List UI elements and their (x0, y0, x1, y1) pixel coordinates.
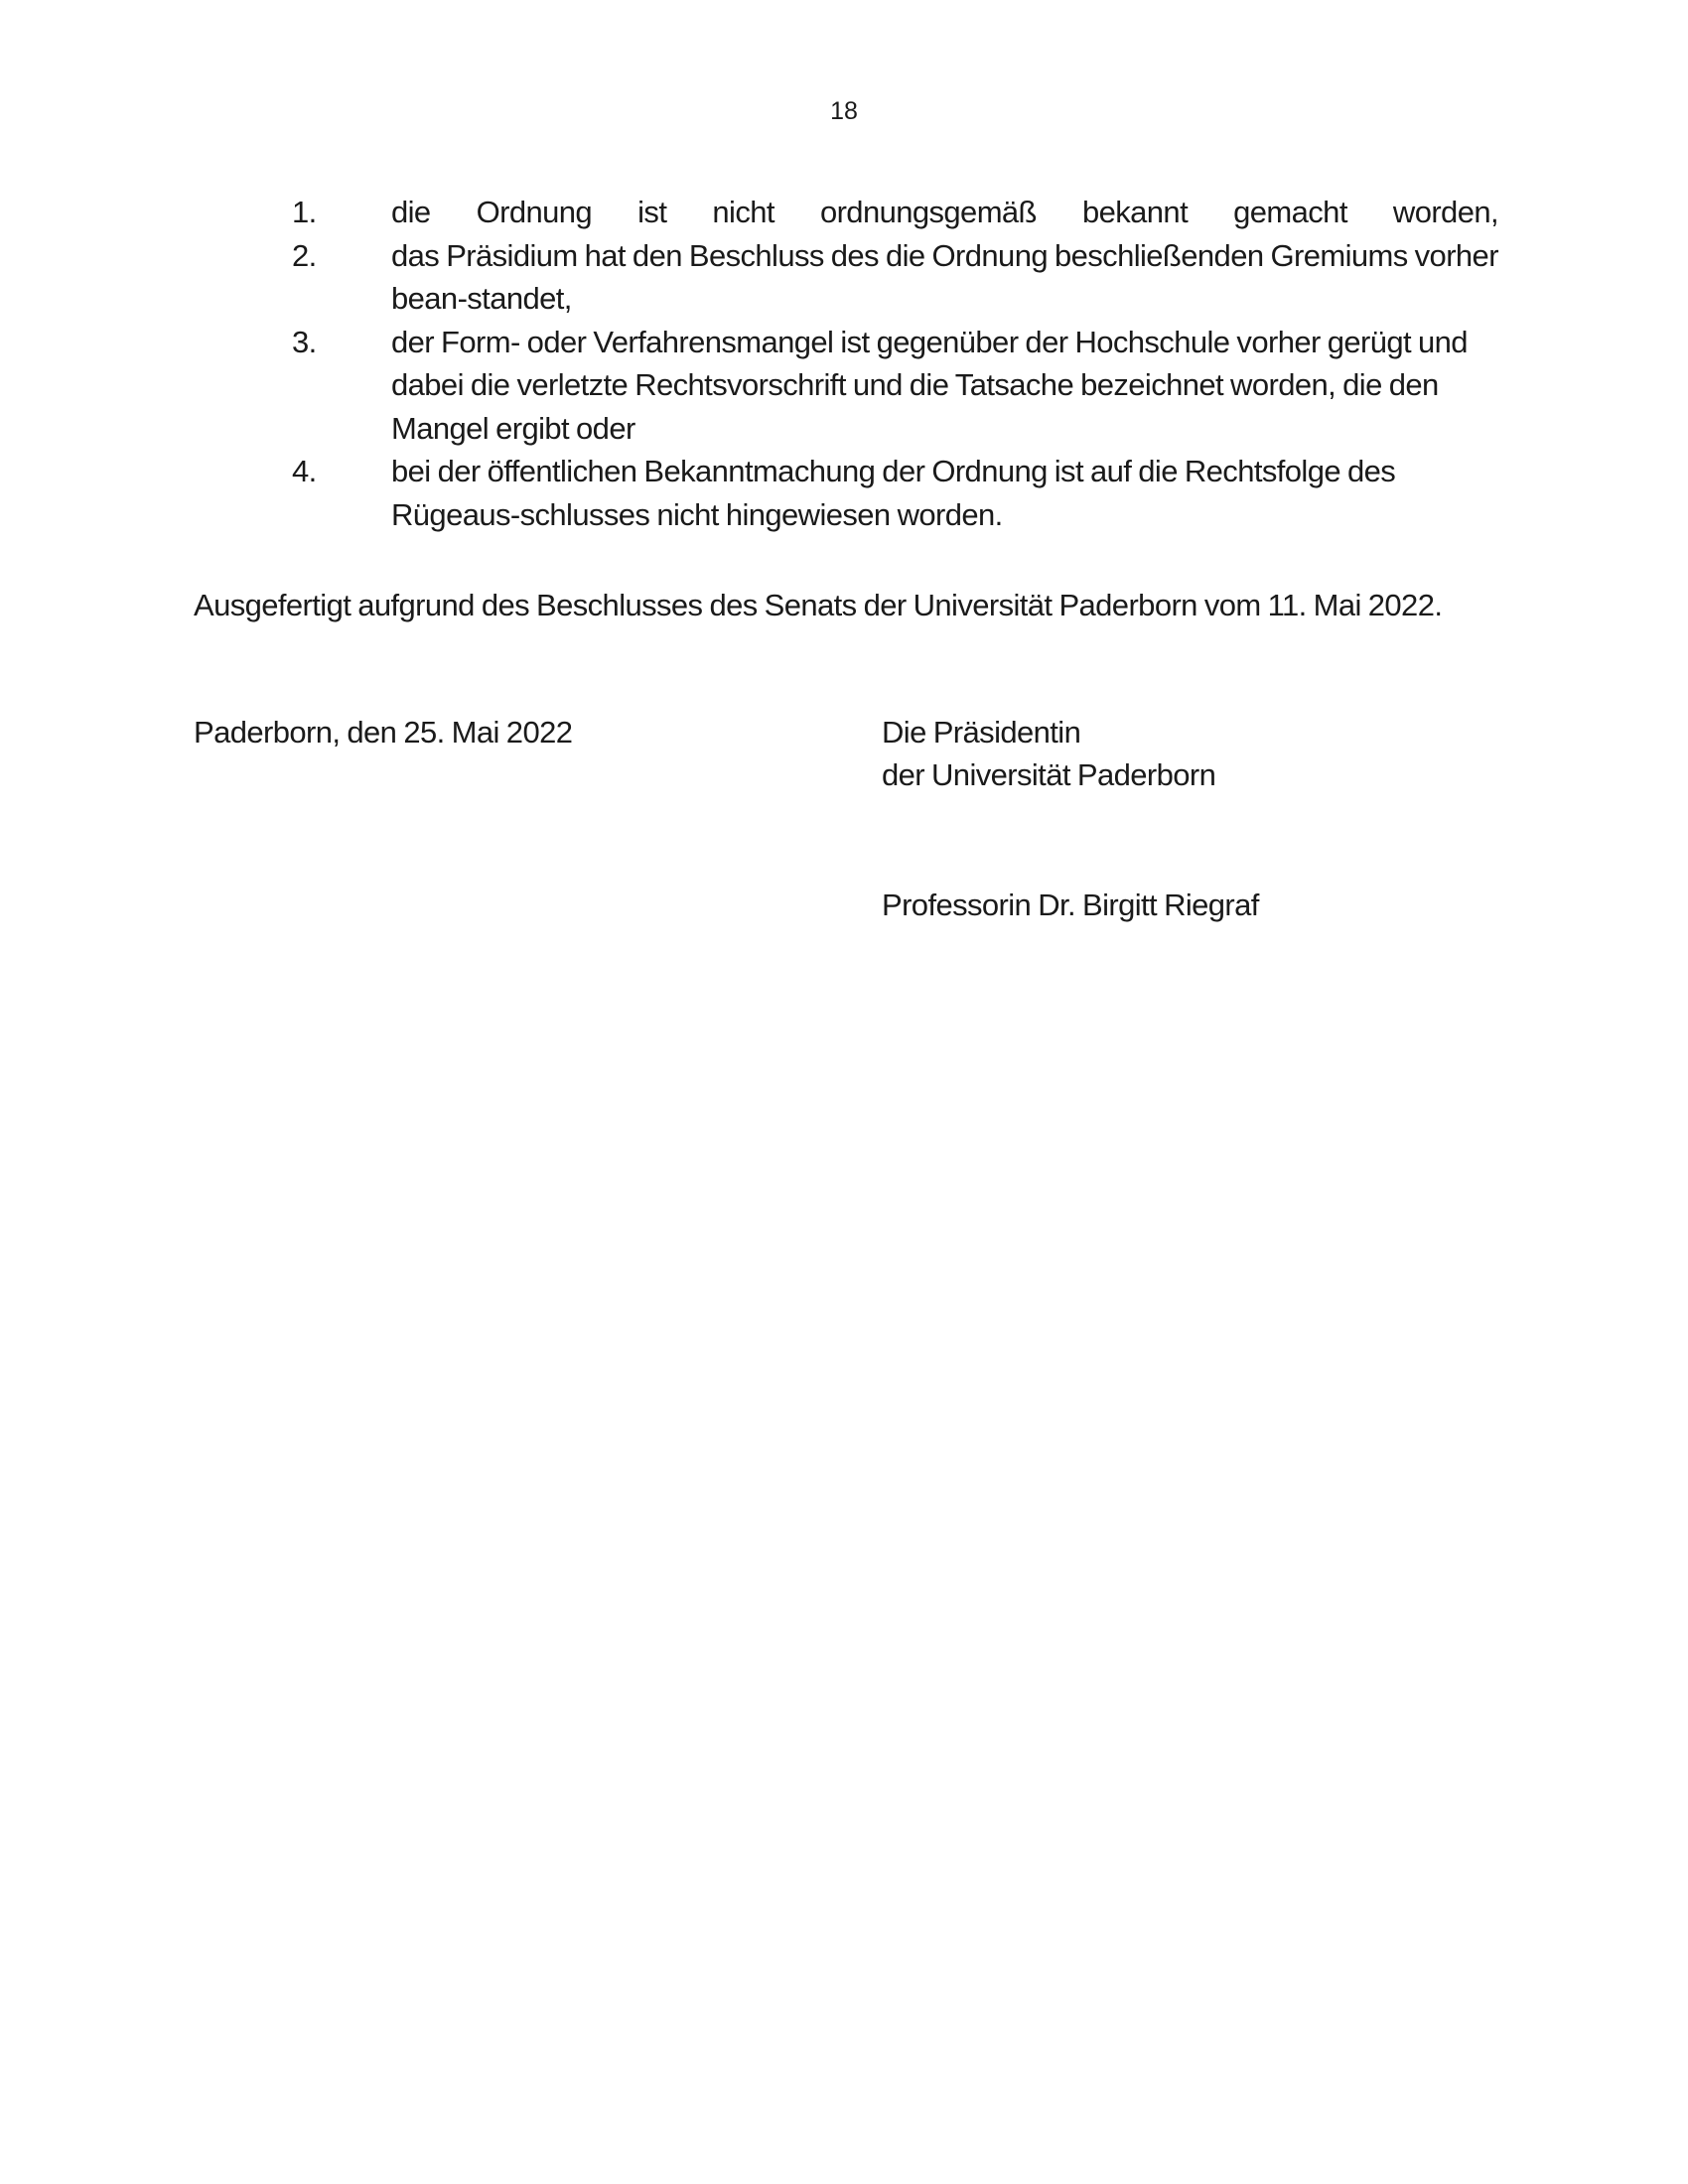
list-item-number: 1. (292, 195, 317, 229)
place-date: Paderborn, den 25. Mai 2022 (194, 715, 573, 750)
list-item-number: 3. (292, 324, 317, 359)
list-item (0, 191, 1688, 234)
list-item (0, 450, 1688, 536)
list-item (0, 234, 1688, 321)
signatory-title-line1: Die Präsidentin (882, 715, 1081, 750)
list-item-number: 2. (292, 237, 317, 273)
list-item (0, 321, 1688, 451)
list-item-text: das Präsidium hat den Beschluss des die Ordnung beschließenden Gremiums vorher bean-standet, (391, 237, 1498, 316)
list-item-text: bei der öffentlichen Bekanntmachung der Ordnung ist auf die Rechtsfolge des Rügeaus-schlusses nicht hingewiesen worden. (391, 454, 1396, 532)
page-number: 18 (830, 97, 858, 125)
list-item-text: der Form- oder Verfahrensmangel ist gegenüber der Hochschule vorher gerügt und dabei die verletzte Rechtsvorschrift und die Tatsache bezeichnet worden, die den Mangel ergibt oder (391, 324, 1468, 446)
conditions-list (0, 191, 1688, 536)
list-item-number: 4. (292, 454, 317, 488)
signatory-title-line2: der Universität Paderborn (882, 757, 1216, 792)
execution-statement: Ausgefertigt aufgrund des Beschlusses des Senats der Universität Paderborn vom 11. Mai 2022. (194, 588, 1443, 622)
signatory-name: Professorin Dr. Birgitt Riegraf (882, 887, 1259, 922)
list-item-text: die Ordnung ist nicht ordnungsgemäß bekannt gemacht worden, (391, 195, 1498, 229)
